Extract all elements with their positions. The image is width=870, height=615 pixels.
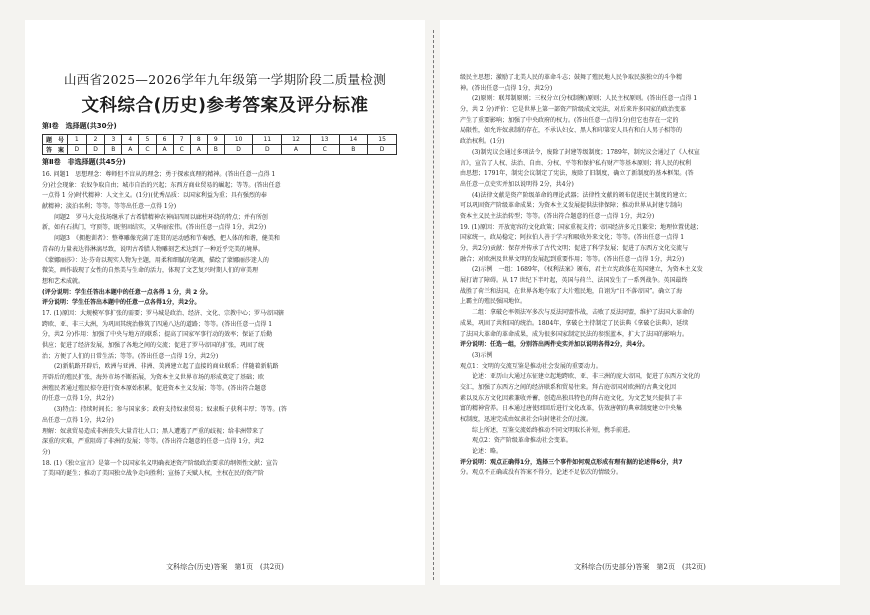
answer-line: 融合；对欧洲及世界文明的发展起到重要作用；等等。(答出任意一点得 1分，共2分) xyxy=(460,255,685,263)
answer-line: 评分说明：任选一组，分别答出两件史实并加以说明各得2分，共4分。 xyxy=(460,341,649,349)
answer-line: 理解：奴隶贸易造成非洲丧失大量青壮人口；黑人遭遇了严重的歧视；给非洲带来了 xyxy=(42,427,265,435)
answer-line: 治；方便了人们的日常生活；等等。(答出任意一点得 1分，共2分) xyxy=(42,352,219,360)
answer-cell: D xyxy=(368,145,397,155)
question-number-row xyxy=(43,135,397,145)
answer-line: (4)法律文献是资产阶级革命的理论武器；法律性文献的颁布促进民主制度的建立； xyxy=(472,191,691,199)
section-2-title: 第Ⅱ卷 非选择题(共45分) xyxy=(42,158,126,166)
answer-line: 二组：拿破仑率领法军多次与反法同盟作战，击败了反法同盟，维护了法国大革命的 xyxy=(472,309,695,317)
answer-text-right xyxy=(460,73,828,479)
answer-line: 出任意一点得 1分，共2分) xyxy=(42,416,114,424)
answer-line: 了美国的诞生；推动了美国独立战争走向胜利；宣扬了天赋人权，主权在民的资产阶 xyxy=(42,470,265,478)
answer-line: 成果，巩固了共和国的统治。1804年，拿破仑主持制定了民法典《拿破仑法典》，延续 xyxy=(460,319,689,327)
question-number: 6 xyxy=(156,135,173,145)
exam-header: 山西省2025—2026学年九年级第一学期阶段二质量检测 xyxy=(63,72,387,87)
answer-line: 问题2 罗马大竞技场继承了古希腊精神农神庙四周以廊柱环绕的特点；并有所创 xyxy=(54,213,268,221)
question-number: 13 xyxy=(310,135,339,145)
answer-line: 论述：亚历山大通过东征建立起地跨欧、亚、非三洲的庞大帝国，促进了东西方文化的 xyxy=(472,373,701,381)
answer-line: 由思想；1791年，制宪会议制定了宪法，废除了旧制度，确立了新制度的基本框架。(答 xyxy=(460,170,694,178)
answer-line: 18. (1)《独立宣言》是第一个以国家名义明确表述资产阶级政治要求的纲领性文献；宣告 xyxy=(42,459,278,467)
answer-page-2 xyxy=(440,20,840,585)
question-number: 8 xyxy=(190,135,207,145)
answer-line: 深重的灾难，严重阻碍了非洲的发展；等等。(答出符合题意的任意一点得 1分，共2 xyxy=(42,438,264,446)
answer-line: 17. (1)原因：大规模军事扩张的需要；罗马城是政治、经济、文化、宗教中心；罗马帝国辖 xyxy=(42,309,284,317)
answer-line: (3)制宪议会通过多项法令，废除了封建等级制度；1789年，制宪议会通过了《人权宣 xyxy=(472,148,700,156)
answer-line: 国家统一，政局稳定；阿拉伯人善于学习和吸收外来文化；等等。(答出任意一点得 1 xyxy=(460,234,685,242)
answer-line: 了法国大革命的革命成果，成为很多国家制定民法的参照蓝本，扩大了法国的影响力。 xyxy=(460,330,689,338)
question-number: 11 xyxy=(253,135,282,145)
answer-line: (2)原则：联邦制原则；三权分立(分权制衡)原则；人民主权原则。(答出任意一点得 1 xyxy=(472,95,698,103)
answer-cell: B xyxy=(105,145,122,155)
answer-cell: A xyxy=(122,145,139,155)
answer-line: 论述：略。 xyxy=(472,448,503,456)
answer-cell: C xyxy=(173,145,190,155)
answer-text-left xyxy=(42,170,411,480)
question-number: 10 xyxy=(224,135,253,145)
answer-line: 青春的力量表达得淋漓尽致，说明古希腊人物雕刻艺术达到了一种近乎完美的境界。 xyxy=(42,245,265,253)
answer-line: 问题3 《拥抱训者》：整尊雕像充满了连贯的运动感和节奏感，把人体的和谐，健美和 xyxy=(54,235,280,243)
answer-line: 19. (1)原因：开放宽容的文化政策；国家重视支持；帝国经济多元且繁荣；地理位置优越； xyxy=(460,223,702,231)
answer-line: 分，共2分)贡献：保存并传承了古代文明；促进了科学发展；促进了东西方文化交流与 xyxy=(460,245,689,252)
answer-line: (2)示例 一组：1689年，《权利法案》颁布，君主立宪政体在英国建立，为资本主义发 xyxy=(472,266,703,274)
answer-line: 开辟后的殖民扩张，海外市场不断拓展，为资本主义世界市场的形成奠定了基础；欧 xyxy=(42,374,265,382)
answer-line: 素以及东方文化因素兼收并蓄，创造出独具特色的拜占庭文化，为文艺复兴提供了丰 xyxy=(460,394,683,402)
question-number: 4 xyxy=(122,135,139,145)
answer-line: 政治权利。(1分) xyxy=(460,138,505,146)
answer-line: 评分说明：观点正确得1分，选择三个事件如何观点形成有理有据的论述得6分，共7 xyxy=(460,458,683,466)
answer-cell: A xyxy=(282,145,311,155)
answer-line: 资本主义民主法治转型；等等。(答出符合题意的任意一点得 1分，共2分) xyxy=(460,212,655,220)
answer-line: 分，共2 分)作用：加强了中央与地方的联系；提高了国家军事行动的效率；保证了后勤 xyxy=(42,331,273,339)
row-label: 题 号 xyxy=(43,135,68,145)
answer-line: 分)社会现象：农奴争取自由；城市自治的兴起；东西方商业贸易的崛起；等等。(答出任意 xyxy=(42,181,281,189)
answer-line: 观点2：资产阶级革命推动社会变革。 xyxy=(472,437,572,445)
page-footer: 文科综合(历史部分)答案 第2页 (共2页) xyxy=(574,563,706,571)
answer-line: 一点得 1 分)时代精神：人文主义。(1分)(优秀品质：以国家利益为重；具有强烈的奉 xyxy=(42,192,267,200)
answer-cell: B xyxy=(207,145,224,155)
question-number: 2 xyxy=(86,135,105,145)
answer-line: 交汇，加强了东西方之间的经济联系和贸易往来。拜占庭帝国对欧洲的古典文化因 xyxy=(460,383,677,391)
answer-line: 产生了重要影响；加强了中央政府的权力。(答出任意一点得1分)但它也存在一定的 xyxy=(460,116,679,124)
answer-line: 上霸主的殖民强国地位。 xyxy=(460,298,527,306)
question-number: 15 xyxy=(368,135,397,145)
answer-line: (3)特点：持续时间长；参与国家多；政府支持奴隶贸易；奴隶贩子获利丰厚；等等。(答 xyxy=(54,406,287,414)
answer-line: 新，如有石拱门，穹顶等，既坚固结实，又华丽宏伟。(答出任意一点得 1分，共2分) xyxy=(42,224,267,232)
answer-line: 微笑，画作载现了女性的自然美与生命的活力，体现了文艺复兴时期人们的审美理 xyxy=(42,267,259,275)
answer-line: 局限性，如允许奴隶制的存在，不承认妇女、黑人和印第安人具有和白人男子相等的 xyxy=(460,127,683,135)
answer-line: 献精神；淡泊名利；等等。等等出任意一点得 1分) xyxy=(42,203,177,211)
answer-line: 16. 问题1 思想理念：尊师但不盲从的理念；勇于探索真理的精神。(答出任意一点得 1 xyxy=(42,171,276,178)
answer-line: 《蒙娜丽莎》：达·芬奇以现实人物为主题，用柔和细腻的笔调，描绘了蒙娜丽莎迷人的 xyxy=(42,256,269,264)
answer-line: 战胜了荷兰和法国，在世界各地夺取了大片殖民地，自诩为“日不落帝国”。确立了海 xyxy=(460,287,683,295)
page-footer: 文科综合(历史)答案 第1页 (共2页) xyxy=(166,563,284,571)
answer-cell: A xyxy=(156,145,173,155)
answer-line: 级民主思想；激励了北美人民的革命斗志；鼓舞了殖民地人民争取民族独立的斗争精 xyxy=(460,74,683,81)
answer-line: 可以巩固资产阶级革命成果；为资本主义发展提供法律保障；推动世界从封建专制向 xyxy=(460,202,683,210)
document-title: 文科综合(历史)参考答案及评分标准 xyxy=(81,96,369,116)
answer-line: 富的精神营养。日本通过唐使团回后进行文化改革，仿效唐朝的典章制度建立中央集 xyxy=(460,405,683,413)
answer-line: 评分说明：学生任答出本题中的任意一点各得1分，共2分。 xyxy=(42,299,201,307)
answer-line: 综上所述，互鉴交流始终推动不同文明取长补短，携手前进。 xyxy=(472,426,635,434)
answer-line: 观点1：文明的交流互鉴是推动社会发展的重要动力。 xyxy=(460,362,602,370)
answer-line: 的任意一点得 1分，共2分) xyxy=(42,395,114,403)
answer-line: (评分说明：学生任答出本题中的任意一点各得 1 分，共 2 分。 xyxy=(42,288,212,296)
page-divider xyxy=(433,30,434,580)
row-label: 答 案 xyxy=(43,145,68,155)
answer-line: 供应；促进了经济发展，加强了各地之间的交流；促进了罗马帝国的扩张，巩固了统 xyxy=(42,342,265,349)
answer-line: 想和艺术成就。 xyxy=(42,277,85,285)
question-number: 1 xyxy=(68,135,87,145)
question-number: 7 xyxy=(173,135,190,145)
answer-cell: D xyxy=(253,145,282,155)
answer-line: 分，共 2 分)评价：它是世界上第一部资产阶级成文宪法，对后来许多国家的政治变革 xyxy=(460,106,686,114)
answer-row xyxy=(43,145,397,155)
answer-line: (2)新航路开辟后，欧洲与亚洲、非洲、美洲建立起了直接的商业联系；伴随着新航路 xyxy=(54,363,279,371)
answer-cell: D xyxy=(224,145,253,155)
answer-cell: C xyxy=(139,145,156,155)
answer-line: 分。观点不正确或没有答案不得分，论述不足依次的情级分。 xyxy=(460,469,623,477)
question-number: 9 xyxy=(207,135,224,145)
section-1-title: 第Ⅰ卷 选择题(共30分) xyxy=(42,122,117,130)
answer-line: 出任意一点史实并加以说明得 2分，共4分) xyxy=(460,180,574,188)
answer-cell: B xyxy=(339,145,368,155)
answer-line: 洲殖民者通过殖民掠夺进行资本原始积累，促进资本主义发展；等等。(答出符合题意 xyxy=(42,384,267,392)
answer-cell: A xyxy=(190,145,207,155)
answer-page-1 xyxy=(25,20,425,585)
answer-cell: C xyxy=(310,145,339,155)
answer-line: 分) xyxy=(42,448,51,456)
answer-line: 言》，宣告了人权、法治、自由、分权、平等和保护私有财产等基本原则；将人民的权利 xyxy=(460,159,692,167)
answer-line: (3)示例 xyxy=(472,351,493,359)
answer-cell: D xyxy=(68,145,87,155)
answer-line: 展打请了障碍。从 17 世纪下半叶起，英国与荷兰、法国发生了一系列战争。英国最终 xyxy=(460,277,688,285)
answer-key-table xyxy=(42,134,397,155)
answer-line: 权制度，迅速完成由奴隶社会向封建社会的过渡。 xyxy=(460,416,593,423)
question-number: 12 xyxy=(282,135,311,145)
answer-line: 跨欧、亚、非三大洲，为巩固其统治修筑了四通八达的道路；等等。(答出任意一点得 1 xyxy=(42,320,273,328)
question-number: 3 xyxy=(105,135,122,145)
question-number: 14 xyxy=(339,135,368,145)
question-number: 5 xyxy=(139,135,156,145)
answer-line: 神。(答出任意一点得 1分，共2分) xyxy=(460,84,553,92)
answer-cell: D xyxy=(86,145,105,155)
